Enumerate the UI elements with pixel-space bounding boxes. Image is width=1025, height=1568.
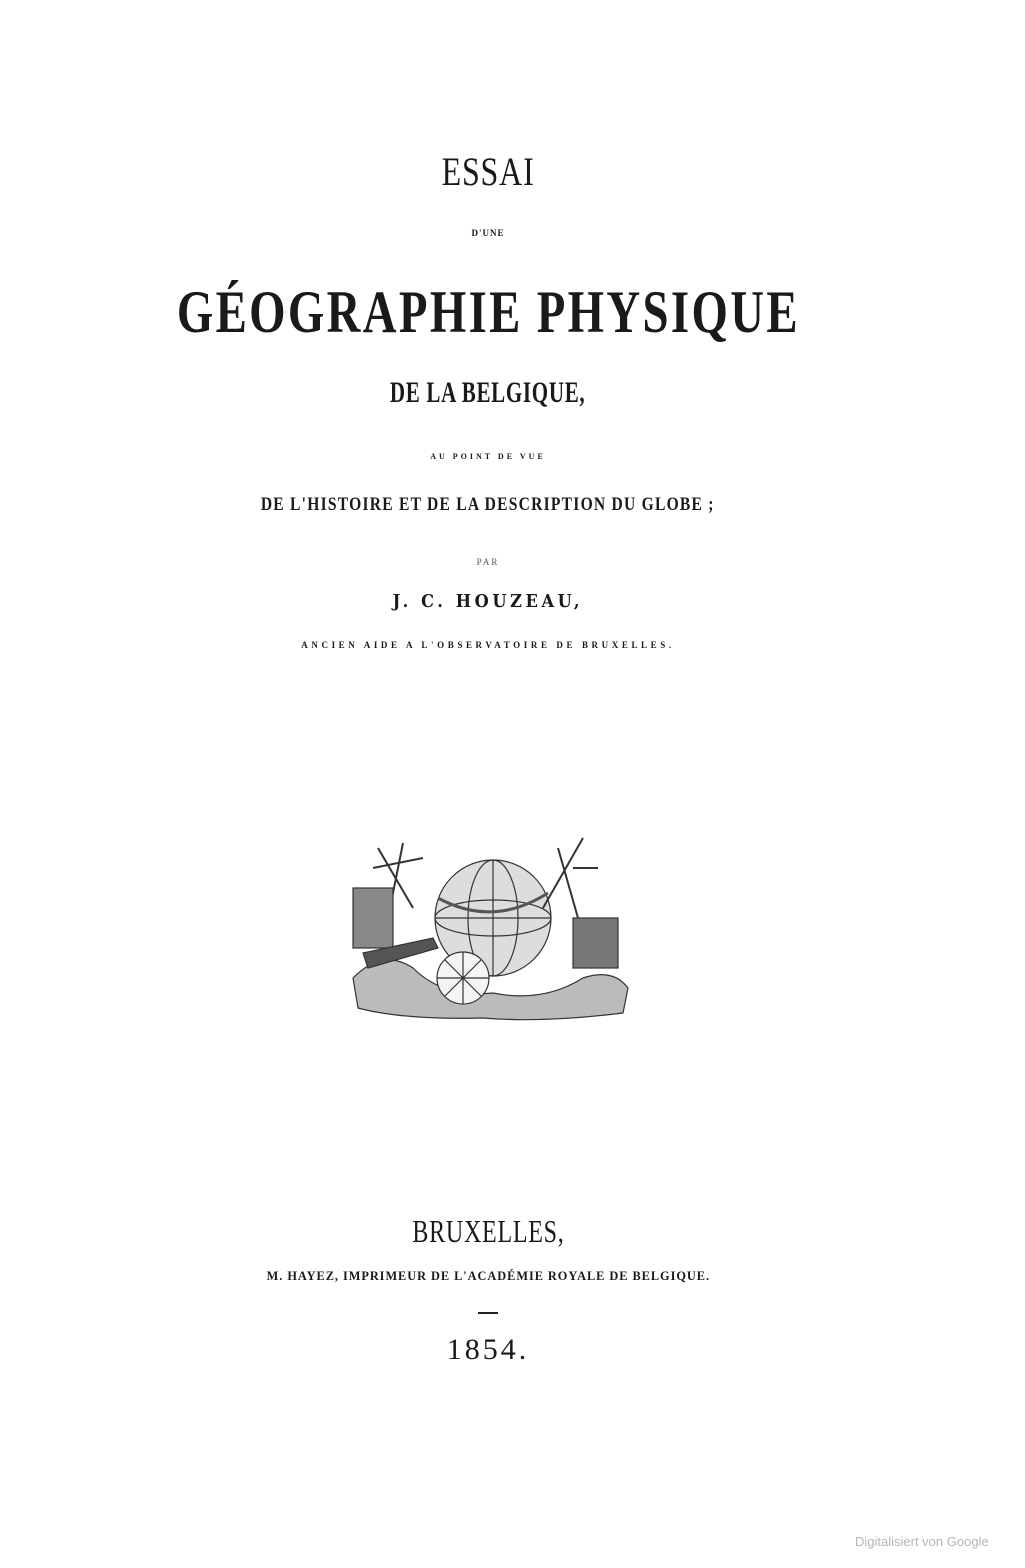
author-title: ANCIEN AIDE A L'OBSERVATOIRE DE BRUXELLES. xyxy=(301,640,675,650)
subtitle-2: DE L'HISTOIRE ET DE LA DESCRIPTION DU GLOBE ; xyxy=(261,494,715,515)
google-watermark: Digitalisiert von Google xyxy=(855,1534,989,1549)
city: BRUXELLES, xyxy=(411,1213,565,1249)
publisher: M. HAYEZ, IMPRIMEUR DE L'ACADÉMIE ROYALE DE BELGIQUE. xyxy=(266,1268,710,1283)
au-point-de-vue: AU POINT DE VUE xyxy=(430,452,546,461)
title-essai: ESSAI xyxy=(441,149,535,194)
engraving-vignette-globe-icon xyxy=(343,828,633,1023)
par: PAR xyxy=(476,557,500,567)
divider xyxy=(478,1312,498,1314)
subtitle: DE LA BELGIQUE, xyxy=(390,376,586,409)
author: J. C. HOUZEAU, xyxy=(392,591,584,612)
main-title: GÉOGRAPHIE PHYSIQUE xyxy=(176,279,800,345)
title-d-une: D'UNE xyxy=(471,228,505,238)
year: 1854. xyxy=(446,1333,530,1366)
